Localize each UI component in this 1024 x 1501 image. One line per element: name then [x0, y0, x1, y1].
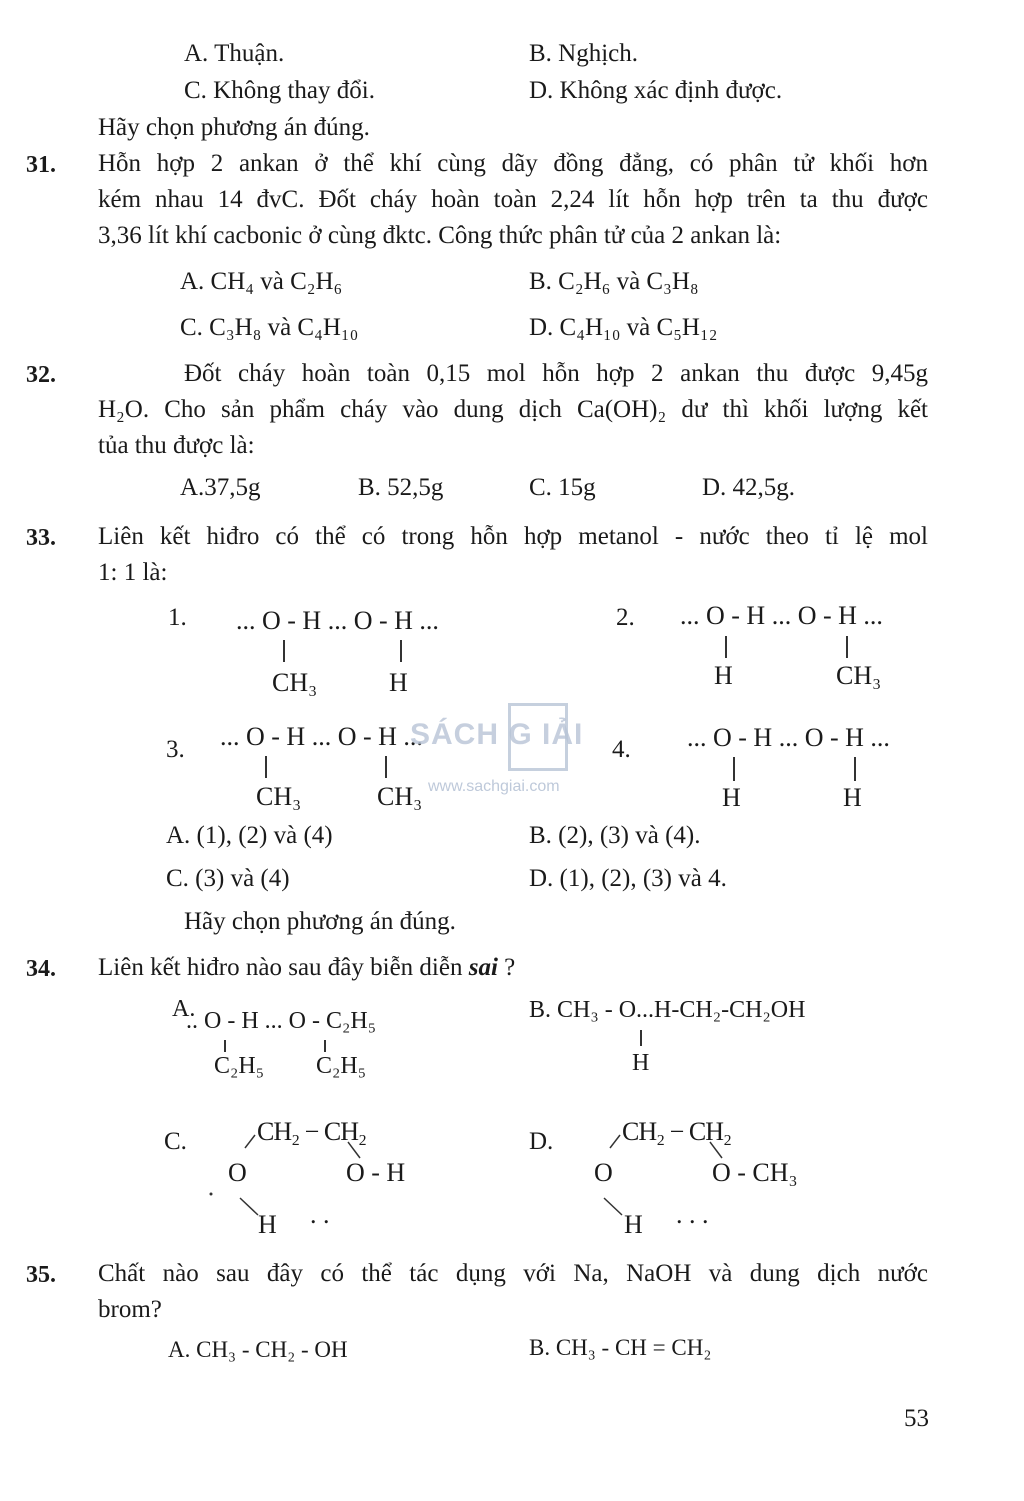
bond-line — [265, 756, 267, 778]
q32-number: 32. — [26, 362, 56, 388]
q34-c-hbond-dots: . . — [310, 1200, 330, 1229]
q33-structure-2-sub-a: H — [714, 661, 733, 690]
watermark-brand: SÁCH G IẢI — [410, 718, 584, 751]
q32-line-3: tủa thu được là: — [98, 432, 255, 459]
q34-d-o-right: O - CH₃ — [712, 1158, 798, 1187]
bond-line — [854, 757, 856, 781]
q34-b-sub: H — [632, 1050, 650, 1076]
q33-line-2: 1: 1 là: — [98, 559, 168, 586]
q34-d-hbond-dots: . . . — [676, 1200, 709, 1229]
q34-a-label: A. — [172, 996, 196, 1022]
q30-option-c: C. Không thay đổi. — [184, 77, 375, 104]
q33-option-b: B. (2), (3) và (4). — [529, 822, 701, 849]
q34-c-top: CH₂ − CH₂ — [257, 1117, 367, 1146]
q34-d-label: D. — [529, 1128, 554, 1155]
q32-option-a: A.37,5g — [180, 474, 261, 501]
bond-line — [224, 1040, 226, 1052]
q31-option-c: C. C₃H₈ và C₄H₁₀ — [180, 314, 359, 341]
q31-number: 31. — [26, 152, 56, 178]
q32-line-2: H₂O. Cho sản phẩm cháy vào dung dịch Ca(OH)₂ dư thì khối lượng kết — [98, 396, 928, 423]
q34-number: 34. — [26, 956, 56, 982]
q31-line-1: Hỗn hợp 2 ankan ở thể khí cùng dãy đồng đẳng, có phân tử khối hơn — [98, 150, 928, 177]
q33-structure-4-label: 4. — [612, 736, 631, 763]
q30-prompt: Hãy chọn phương án đúng. — [98, 114, 370, 141]
q32-option-d: D. 42,5g. — [702, 474, 796, 501]
q33-structure-1-sub-b: H — [389, 668, 408, 697]
q30-option-a: A. Thuận. — [184, 40, 285, 67]
q33-structure-1-chain: ... O - H ... O - H ... — [236, 606, 439, 635]
q33-structure-1-label: 1. — [168, 604, 187, 631]
watermark-url: www.sachgiai.com — [428, 778, 560, 795]
q33-structure-2-chain: ... O - H ... O - H ... — [680, 601, 883, 630]
q33-line-1: Liên kết hiđro có thể có trong hỗn hợp metanol - nước theo tỉ lệ mol — [98, 523, 928, 550]
q34-c-o-left: O — [228, 1158, 247, 1187]
bond-line — [283, 640, 285, 662]
q31-line-2: kém nhau 14 đvC. Đốt cháy hoàn toàn 2,24 lít hỗn hợp trên ta thu được — [98, 186, 928, 213]
q33-structure-3-sub-a: CH₃ — [256, 782, 302, 811]
bond-line — [385, 756, 387, 778]
q33-number: 33. — [26, 525, 56, 551]
bond-line — [733, 757, 735, 781]
q35-option-b: B. CH₃ - CH = CH₂ — [529, 1335, 712, 1360]
q31-line-3: 3,36 lít khí cacbonic ở cùng đktc. Công thức phân tử của 2 ankan là: — [98, 222, 782, 249]
bond-line — [400, 640, 402, 662]
q34-d-h: H — [624, 1210, 643, 1239]
bond-line — [846, 636, 848, 658]
q33-option-a: A. (1), (2) và (4) — [166, 822, 333, 849]
q33-option-d: D. (1), (2), (3) và 4. — [529, 865, 727, 892]
bond-line — [324, 1040, 326, 1052]
q32-option-b: B. 52,5g — [358, 474, 444, 501]
q35-option-a: A. CH₃ - CH₂ - OH — [168, 1337, 348, 1362]
q30-option-d: D. Không xác định được. — [529, 77, 783, 104]
q30-option-b: B. Nghịch. — [529, 40, 639, 67]
bond-line — [725, 636, 727, 658]
q34-d-top: CH₂ − CH₂ — [622, 1117, 732, 1146]
q33-structure-4-sub-a: H — [722, 783, 741, 812]
q34-d-o-left: O — [594, 1158, 613, 1187]
q33-structure-4-chain: ... O - H ... O - H ... — [687, 723, 890, 752]
q34-a-sub-b: C₂H₅ — [316, 1053, 367, 1079]
q34-b-chain: B. CH₃ - O...H-CH₂-CH₂OH — [529, 997, 806, 1023]
q32-option-c: C. 15g — [529, 474, 596, 501]
q34-stem-emphasis: sai — [468, 954, 498, 981]
q31-option-a: A. CH₄ và C₂H₆ — [180, 268, 343, 295]
q34-stem: Liên kết hiđro nào sau đây biễn diễn sai ? — [98, 954, 516, 981]
q35-line-2: brom? — [98, 1296, 162, 1323]
q35-line-1: Chất nào sau đây có thể tác dụng với Na, NaOH và dung dịch nước — [98, 1260, 928, 1287]
q33-structure-3-label: 3. — [166, 736, 185, 763]
q33-structure-4-sub-b: H — [843, 783, 862, 812]
q31-option-b: B. C₂H₆ và C₃H₈ — [529, 268, 699, 295]
q33-structure-1-sub-a: CH₃ — [272, 668, 318, 697]
page-number: 53 — [904, 1405, 929, 1432]
q34-c-label: C. — [164, 1128, 187, 1155]
q33-structure-3-chain: ... O - H ... O - H ... — [220, 722, 423, 751]
q33-structure-2-sub-b: CH₃ — [836, 661, 882, 690]
q33-structure-2-label: 2. — [616, 604, 635, 631]
q31-option-d: D. C₄H₁₀ và C₅H₁₂ — [529, 314, 718, 341]
q33-structure-3-sub-b: CH₃ — [377, 782, 423, 811]
q33-option-c: C. (3) và (4) — [166, 865, 290, 892]
bond-line — [640, 1030, 642, 1046]
q34-c-o-right: O - H — [346, 1158, 406, 1187]
q34-c-h: H — [258, 1210, 277, 1239]
q33-prompt: Hãy chọn phương án đúng. — [184, 908, 456, 935]
q34-a-chain: .. O - H ... O - C₂H₅ — [186, 1008, 377, 1034]
q32-line-1: Đốt cháy hoàn toàn 0,15 mol hỗn hợp 2 ankan thu được 9,45g — [184, 360, 928, 387]
q35-number: 35. — [26, 1262, 56, 1288]
q34-a-sub-a: C₂H₅ — [214, 1053, 265, 1079]
